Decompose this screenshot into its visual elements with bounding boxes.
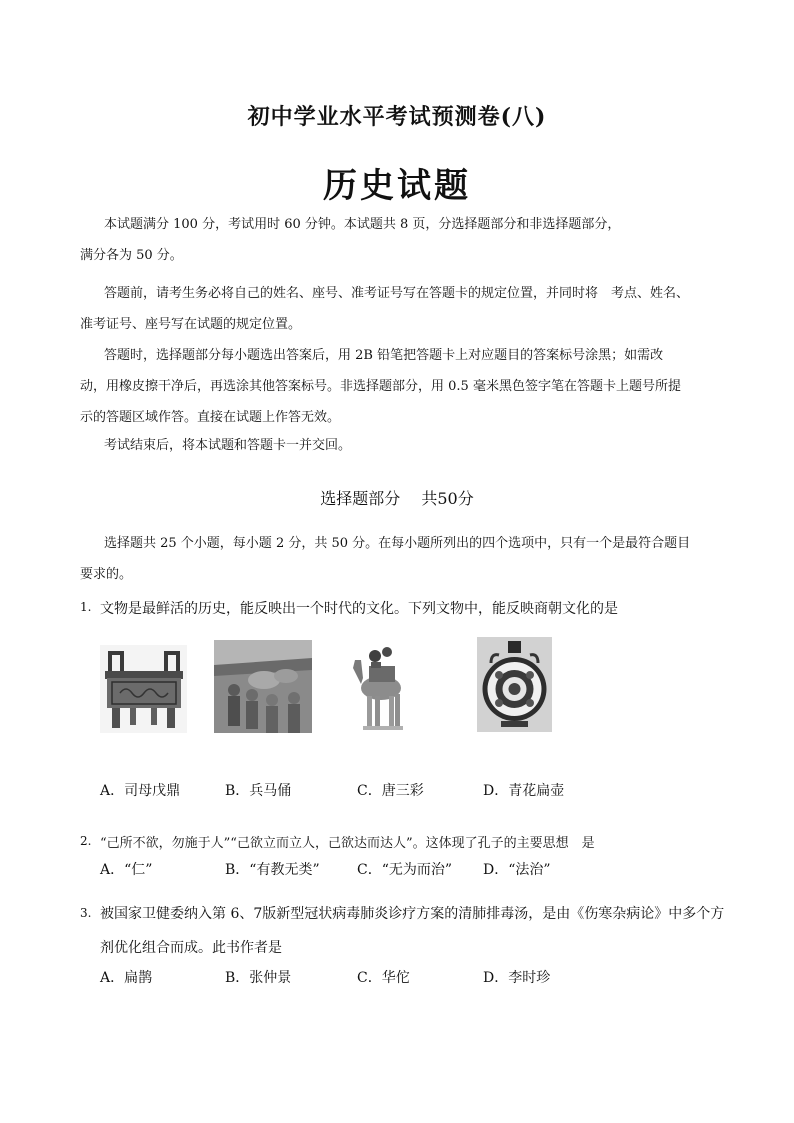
question-2-option-a[interactable]: A．“仁”	[100, 862, 153, 878]
exam-title: 初中学业水平考试预测卷(八)	[247, 104, 547, 130]
question-1-option-d[interactable]: D．青花扁壶	[483, 783, 565, 799]
question-1-option-b[interactable]: B．兵马俑	[225, 783, 292, 799]
section-intro-line-1: 选择题共 25 个小题，每小题 2 分，共 50 分。在每小题所列出的四个选项中，只有一个是最符合题目	[104, 536, 691, 551]
section-intro-line-2: 要求的。	[80, 567, 133, 582]
instruction-line-6: 动，用橡皮擦干净后，再选涂其他答案标号。非选择题部分，用 0.5 毫米黑色签字笔在答题卡上题号所提	[80, 379, 681, 394]
blue-white-flask-image	[477, 637, 552, 732]
question-2-option-c[interactable]: C．“无为而治”	[357, 862, 453, 878]
question-3-option-a[interactable]: A．扁鹊	[100, 970, 153, 986]
question-2-number: 2.	[80, 834, 92, 848]
instruction-line-8: 考试结束后，将本试题和答题卡一并交回。	[104, 438, 352, 453]
instruction-line-1: 本试题满分 100 分，考试用时 60 分钟。本试题共 8 页，分选择题部分和非选择题部分，	[104, 217, 621, 232]
question-2-stem: “己所不欲，勿施于人”“己欲立而立人，己欲达而达人”。这体现了孔子的主要思想 是	[100, 836, 595, 851]
instruction-line-4: 准考证号、座号写在试题的规定位置。	[80, 317, 302, 332]
instruction-line-5: 答题时，选择题部分每小题选出答案后，用 2B 铅笔把答题卡上对应题目的答案标号涂黑；如需改	[104, 348, 664, 363]
question-3-option-c[interactable]: C．华佗	[357, 970, 410, 986]
question-3-option-d[interactable]: D．李时珍	[483, 970, 551, 986]
instruction-line-3: 答题前，请考生务必将自己的姓名、座号、准考证号写在答题卡的规定位置，并同时将 考点、姓名、	[104, 286, 690, 301]
question-1-number: 1.	[80, 600, 92, 614]
bronze-ding-image	[100, 645, 187, 733]
question-3-number: 3.	[80, 906, 92, 920]
instruction-line-2: 满分各为 50 分。	[80, 248, 183, 263]
section-title: 选择题部分 共50分	[320, 489, 474, 508]
question-2-option-b[interactable]: B．“有教无类”	[225, 862, 320, 878]
question-3-stem-line-1: 被国家卫健委纳入第 6、7版新型冠状病毒肺炎诊疗方案的清肺排毒汤，是由《伤寒杂病论》中多个方	[100, 906, 725, 922]
question-1-option-c[interactable]: C．唐三彩	[357, 783, 424, 799]
instruction-line-7: 示的答题区域作答。直接在试题上作答无效。	[80, 410, 341, 425]
tang-sancai-camel-image	[345, 638, 411, 733]
subject-title: 历史试题	[323, 166, 471, 206]
question-2-option-d[interactable]: D．“法治”	[483, 862, 551, 878]
question-3-stem-line-2: 剂优化组合而成。此书作者是	[100, 940, 282, 956]
terracotta-warriors-image	[214, 640, 312, 733]
question-3-option-b[interactable]: B．张仲景	[225, 970, 292, 986]
question-1-option-a[interactable]: A．司母戊鼎	[100, 783, 181, 799]
question-1-stem: 文物是最鲜活的历史，能反映出一个时代的文化。下列文物中，能反映商朝文化的是	[100, 601, 618, 617]
